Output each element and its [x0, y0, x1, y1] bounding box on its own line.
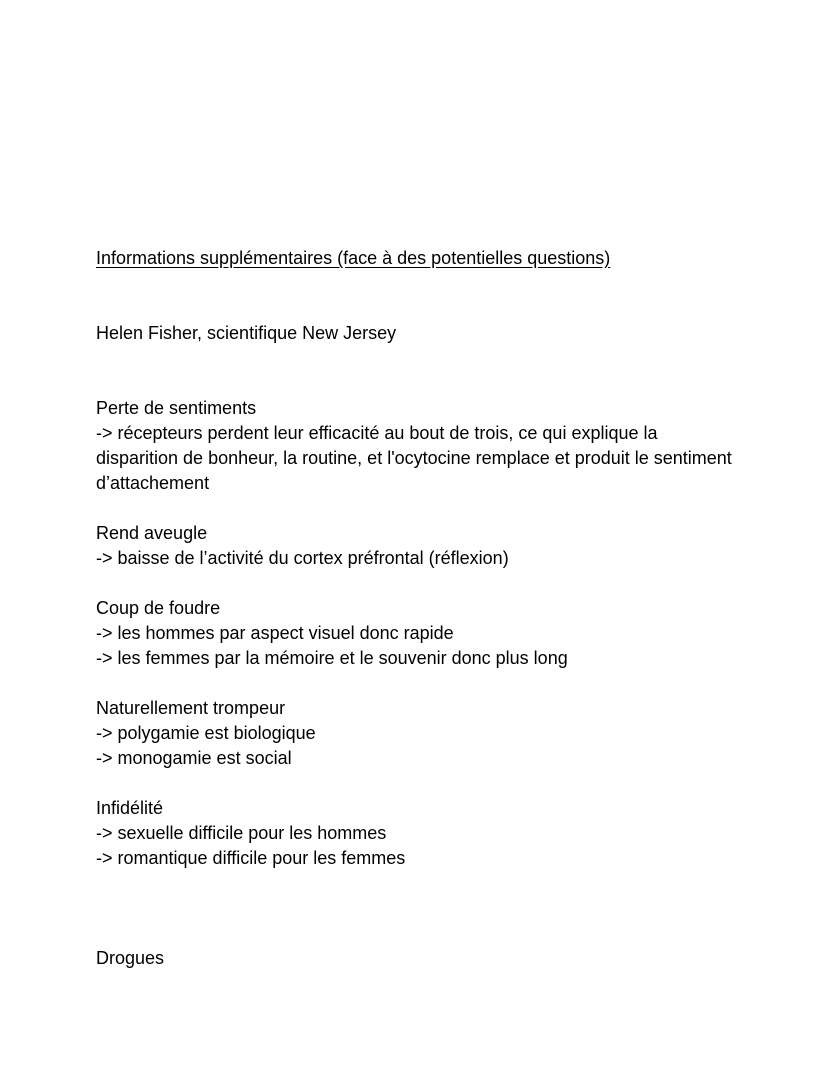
section-title-naturellement-trompeur: Naturellement trompeur: [96, 698, 286, 718]
source-line: Helen Fisher, scientifique New Jersey: [96, 323, 397, 343]
section-title-coup-de-foudre: Coup de foudre: [96, 598, 221, 618]
section-line: -> baisse de l’activité du cortex préfrontal (réflexion): [96, 548, 509, 568]
section-title-infidelite: Infidélité: [96, 798, 164, 818]
section-line: -> polygamie est biologique: [96, 723, 316, 743]
section-title-drogues: Drogues: [96, 948, 165, 968]
section-line: -> monogamie est social: [96, 748, 292, 768]
document-heading: Informations supplémentaires (face à des potentielles questions): [96, 248, 611, 268]
section-line: -> les femmes par la mémoire et le souvenir donc plus long: [96, 648, 568, 668]
section-title-rend-aveugle: Rend aveugle: [96, 523, 208, 543]
section-line: disparition de bonheur, la routine, et l'ocytocine remplace et produit le sentiment: [96, 448, 732, 468]
section-line: d’attachement: [96, 473, 210, 493]
section-line: -> récepteurs perdent leur efficacité au bout de trois, ce qui explique la: [96, 423, 658, 443]
section-line: -> sexuelle difficile pour les hommes: [96, 823, 387, 843]
section-title-perte-de-sentiments: Perte de sentiments: [96, 398, 257, 418]
section-line: -> romantique difficile pour les femmes: [96, 848, 406, 868]
section-line: -> les hommes par aspect visuel donc rapide: [96, 623, 454, 643]
